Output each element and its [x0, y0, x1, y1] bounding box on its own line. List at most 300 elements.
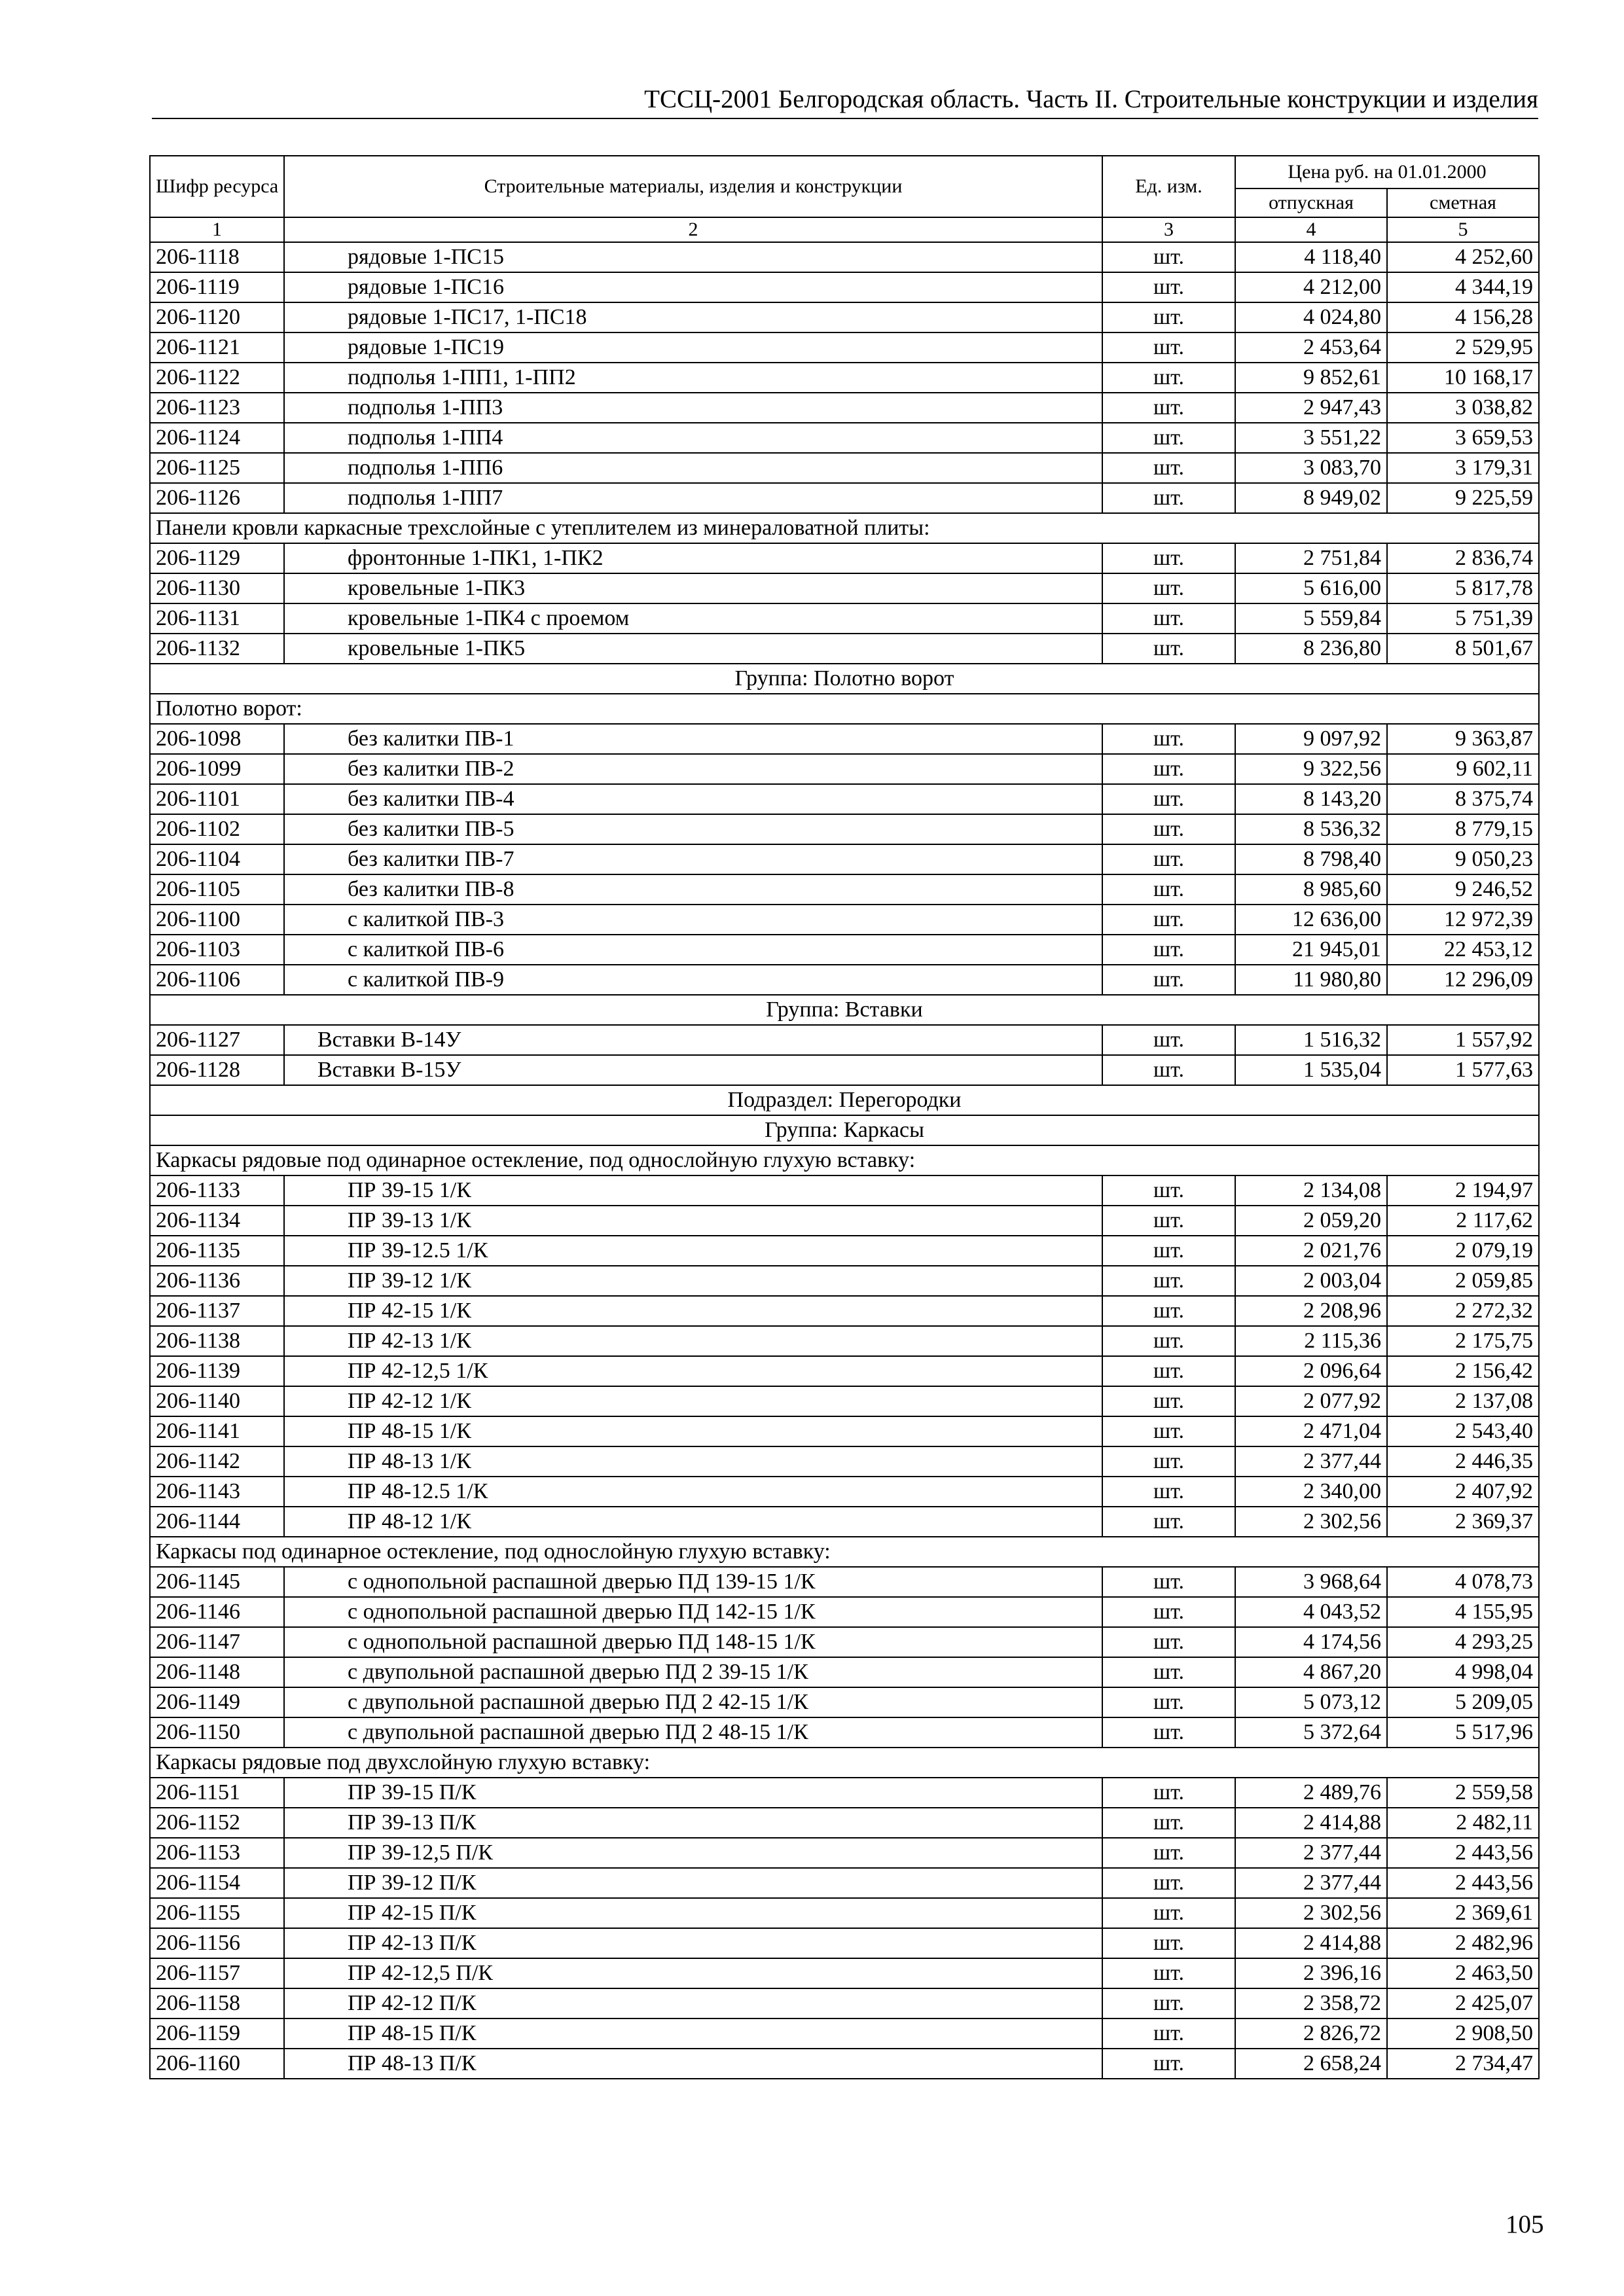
unit-cell: шт. [1102, 363, 1235, 393]
resource-code-cell: 206-1133 [150, 1175, 284, 1206]
material-name-cell: фронтонные 1-ПК1, 1-ПК2 [284, 543, 1102, 573]
unit-cell: шт. [1102, 965, 1235, 995]
resource-code-cell: 206-1151 [150, 1778, 284, 1808]
unit-cell: шт. [1102, 1236, 1235, 1266]
table-row [150, 1778, 1539, 1808]
resource-code-cell: 206-1155 [150, 1898, 284, 1928]
col-header-release-price: отпускная [1235, 188, 1387, 217]
material-name-cell: с однопольной распашной дверью ПД 142-15 1/К [284, 1597, 1102, 1627]
unit-cell: шт. [1102, 242, 1235, 272]
material-name-cell: подполья 1-ПП6 [284, 453, 1102, 483]
col-number: 5 [1387, 217, 1539, 242]
unit-cell: шт. [1102, 1988, 1235, 2018]
group-heading-row [150, 664, 1539, 694]
material-name-cell: с однопольной распашной дверью ПД 148-15 1/К [284, 1627, 1102, 1657]
table-row [150, 1296, 1539, 1326]
release-price-cell: 4 118,40 [1235, 242, 1387, 272]
section-title: Подраздел: Перегородки [150, 1085, 1539, 1115]
resource-code-cell: 206-1159 [150, 2018, 284, 2049]
unit-cell: шт. [1102, 634, 1235, 664]
release-price-cell: 2 077,92 [1235, 1386, 1387, 1416]
group-heading-row [150, 995, 1539, 1025]
resource-code-cell: 206-1127 [150, 1025, 284, 1055]
release-price-cell: 5 616,00 [1235, 573, 1387, 603]
unit-cell: шт. [1102, 784, 1235, 814]
resource-code-cell: 206-1106 [150, 965, 284, 995]
resource-code-cell: 206-1136 [150, 1266, 284, 1296]
table-row [150, 1507, 1539, 1537]
resource-code-cell: 206-1156 [150, 1928, 284, 1958]
release-price-cell: 2 489,76 [1235, 1778, 1387, 1808]
material-name-cell: ПР 48-13 1/К [284, 1446, 1102, 1477]
table-row [150, 1988, 1539, 2018]
table-row [150, 634, 1539, 664]
estimate-price-cell: 10 168,17 [1387, 363, 1539, 393]
table-row [150, 1808, 1539, 1838]
unit-cell: шт. [1102, 1687, 1235, 1717]
material-name-cell: подполья 1-ПП1, 1-ПП2 [284, 363, 1102, 393]
release-price-cell: 4 212,00 [1235, 272, 1387, 302]
resource-code-cell: 206-1132 [150, 634, 284, 664]
resource-code-cell: 206-1157 [150, 1958, 284, 1988]
material-name-cell: ПР 48-15 1/К [284, 1416, 1102, 1446]
release-price-cell: 8 536,32 [1235, 814, 1387, 844]
resource-code-cell: 206-1125 [150, 453, 284, 483]
table-row [150, 905, 1539, 935]
unit-cell: шт. [1102, 2049, 1235, 2079]
unit-cell: шт. [1102, 724, 1235, 754]
material-name-cell: ПР 39-15 1/К [284, 1175, 1102, 1206]
release-price-cell: 12 636,00 [1235, 905, 1387, 935]
estimate-price-cell: 2 272,32 [1387, 1296, 1539, 1326]
release-price-cell: 2 377,44 [1235, 1868, 1387, 1898]
resource-code-cell: 206-1104 [150, 844, 284, 874]
estimate-price-cell: 8 375,74 [1387, 784, 1539, 814]
col-number-row [150, 217, 1539, 242]
material-name-cell: ПР 42-12 1/К [284, 1386, 1102, 1416]
table-row [150, 1898, 1539, 1928]
resource-code-cell: 206-1124 [150, 423, 284, 453]
price-table [149, 155, 1540, 2079]
material-name-cell: без калитки ПВ-1 [284, 724, 1102, 754]
table-row [150, 784, 1539, 814]
table-row [150, 1266, 1539, 1296]
release-price-cell: 21 945,01 [1235, 935, 1387, 965]
table-row [150, 1477, 1539, 1507]
unit-cell: шт. [1102, 1266, 1235, 1296]
material-name-cell: ПР 48-12.5 1/К [284, 1477, 1102, 1507]
col-header-estimate-price: сметная [1387, 188, 1539, 217]
release-price-cell: 1 535,04 [1235, 1055, 1387, 1085]
release-price-cell: 2 096,64 [1235, 1356, 1387, 1386]
material-name-cell: ПР 39-13 1/К [284, 1206, 1102, 1236]
table-row [150, 1928, 1539, 1958]
release-price-cell: 4 174,56 [1235, 1627, 1387, 1657]
table-row [150, 1386, 1539, 1416]
unit-cell: шт. [1102, 1627, 1235, 1657]
resource-code-cell: 206-1129 [150, 543, 284, 573]
unit-cell: шт. [1102, 1477, 1235, 1507]
estimate-price-cell: 2 156,42 [1387, 1356, 1539, 1386]
estimate-price-cell: 3 038,82 [1387, 393, 1539, 423]
resource-code-cell: 206-1121 [150, 332, 284, 363]
release-price-cell: 3 083,70 [1235, 453, 1387, 483]
resource-code-cell: 206-1140 [150, 1386, 284, 1416]
unit-cell: шт. [1102, 423, 1235, 453]
material-name-cell: с двупольной распашной дверью ПД 2 42-15 1/К [284, 1687, 1102, 1717]
unit-cell: шт. [1102, 1055, 1235, 1085]
release-price-cell: 2 377,44 [1235, 1838, 1387, 1868]
subgroup-title: Каркасы рядовые под двухслойную глухую вставку: [150, 1748, 1539, 1778]
table-row [150, 1567, 1539, 1597]
material-name-cell: ПР 39-15 П/К [284, 1778, 1102, 1808]
resource-code-cell: 206-1131 [150, 603, 284, 634]
estimate-price-cell: 5 517,96 [1387, 1717, 1539, 1748]
unit-cell: шт. [1102, 1597, 1235, 1627]
material-name-cell: ПР 42-15 1/К [284, 1296, 1102, 1326]
release-price-cell: 3 968,64 [1235, 1567, 1387, 1597]
estimate-price-cell: 9 225,59 [1387, 483, 1539, 513]
material-name-cell: ПР 39-12.5 1/К [284, 1236, 1102, 1266]
resource-code-cell: 206-1103 [150, 935, 284, 965]
release-price-cell: 2 115,36 [1235, 1326, 1387, 1356]
estimate-price-cell: 4 293,25 [1387, 1627, 1539, 1657]
table-row [150, 1657, 1539, 1687]
release-price-cell: 2 751,84 [1235, 543, 1387, 573]
resource-code-cell: 206-1148 [150, 1657, 284, 1687]
resource-code-cell: 206-1143 [150, 1477, 284, 1507]
unit-cell: шт. [1102, 1446, 1235, 1477]
unit-cell: шт. [1102, 1206, 1235, 1236]
material-name-cell: ПР 42-12 П/К [284, 1988, 1102, 2018]
col-number: 2 [284, 217, 1102, 242]
unit-cell: шт. [1102, 1356, 1235, 1386]
table-row [150, 1627, 1539, 1657]
estimate-price-cell: 4 155,95 [1387, 1597, 1539, 1627]
unit-cell: шт. [1102, 1657, 1235, 1687]
unit-cell: шт. [1102, 393, 1235, 423]
material-name-cell: рядовые 1-ПС16 [284, 272, 1102, 302]
estimate-price-cell: 2 369,37 [1387, 1507, 1539, 1537]
unit-cell: шт. [1102, 2018, 1235, 2049]
estimate-price-cell: 2 559,58 [1387, 1778, 1539, 1808]
material-name-cell: ПР 39-12,5 П/К [284, 1838, 1102, 1868]
unit-cell: шт. [1102, 754, 1235, 784]
material-name-cell: Вставки В-15У [284, 1055, 1102, 1085]
page-number: 105 [1506, 2210, 1544, 2238]
estimate-price-cell: 4 252,60 [1387, 242, 1539, 272]
subgroup-row [150, 1537, 1539, 1567]
unit-cell: шт. [1102, 272, 1235, 302]
material-name-cell: ПР 42-12,5 1/К [284, 1356, 1102, 1386]
estimate-price-cell: 3 659,53 [1387, 423, 1539, 453]
resource-code-cell: 206-1142 [150, 1446, 284, 1477]
resource-code-cell: 206-1146 [150, 1597, 284, 1627]
table-row [150, 724, 1539, 754]
col-header-unit: Ед. изм. [1102, 156, 1235, 217]
unit-cell: шт. [1102, 1778, 1235, 1808]
table-row [150, 603, 1539, 634]
unit-cell: шт. [1102, 543, 1235, 573]
material-name-cell: с однопольной распашной дверью ПД 139-15 1/К [284, 1567, 1102, 1597]
table-row [150, 2049, 1539, 2079]
unit-cell: шт. [1102, 844, 1235, 874]
material-name-cell: рядовые 1-ПС15 [284, 242, 1102, 272]
unit-cell: шт. [1102, 814, 1235, 844]
unit-cell: шт. [1102, 1958, 1235, 1988]
material-name-cell: без калитки ПВ-4 [284, 784, 1102, 814]
resource-code-cell: 206-1152 [150, 1808, 284, 1838]
resource-code-cell: 206-1099 [150, 754, 284, 784]
material-name-cell: ПР 39-13 П/К [284, 1808, 1102, 1838]
release-price-cell: 8 949,02 [1235, 483, 1387, 513]
unit-cell: шт. [1102, 573, 1235, 603]
estimate-price-cell: 9 050,23 [1387, 844, 1539, 874]
group-heading-row [150, 1115, 1539, 1145]
resource-code-cell: 206-1141 [150, 1416, 284, 1446]
release-price-cell: 2 471,04 [1235, 1416, 1387, 1446]
estimate-price-cell: 9 246,52 [1387, 874, 1539, 905]
unit-cell: шт. [1102, 1326, 1235, 1356]
material-name-cell: без калитки ПВ-7 [284, 844, 1102, 874]
resource-code-cell: 206-1139 [150, 1356, 284, 1386]
release-price-cell: 8 236,80 [1235, 634, 1387, 664]
estimate-price-cell: 2 734,47 [1387, 2049, 1539, 2079]
material-name-cell: с калиткой ПВ-9 [284, 965, 1102, 995]
unit-cell: шт. [1102, 302, 1235, 332]
table-row [150, 754, 1539, 784]
table-row [150, 1838, 1539, 1868]
unit-cell: шт. [1102, 1567, 1235, 1597]
material-name-cell: подполья 1-ПП4 [284, 423, 1102, 453]
col-header-code: Шифр ресурса [150, 156, 284, 217]
table-row [150, 1356, 1539, 1386]
resource-code-cell: 206-1154 [150, 1868, 284, 1898]
material-name-cell: без калитки ПВ-5 [284, 814, 1102, 844]
resource-code-cell: 206-1098 [150, 724, 284, 754]
resource-code-cell: 206-1149 [150, 1687, 284, 1717]
resource-code-cell: 206-1100 [150, 905, 284, 935]
estimate-price-cell: 22 453,12 [1387, 935, 1539, 965]
release-price-cell: 2 658,24 [1235, 2049, 1387, 2079]
estimate-price-cell: 2 443,56 [1387, 1868, 1539, 1898]
subgroup-row [150, 513, 1539, 543]
estimate-price-cell: 2 117,62 [1387, 1206, 1539, 1236]
release-price-cell: 2 021,76 [1235, 1236, 1387, 1266]
table-row [150, 1236, 1539, 1266]
unit-cell: шт. [1102, 453, 1235, 483]
resource-code-cell: 206-1105 [150, 874, 284, 905]
resource-code-cell: 206-1126 [150, 483, 284, 513]
resource-code-cell: 206-1130 [150, 573, 284, 603]
estimate-price-cell: 8 501,67 [1387, 634, 1539, 664]
unit-cell: шт. [1102, 1808, 1235, 1838]
resource-code-cell: 206-1137 [150, 1296, 284, 1326]
unit-cell: шт. [1102, 1717, 1235, 1748]
table-row [150, 543, 1539, 573]
table-row [150, 2018, 1539, 2049]
col-header-price-group: Цена руб. на 01.01.2000 [1235, 156, 1539, 188]
resource-code-cell: 206-1160 [150, 2049, 284, 2079]
estimate-price-cell: 1 577,63 [1387, 1055, 1539, 1085]
estimate-price-cell: 2 059,85 [1387, 1266, 1539, 1296]
release-price-cell: 9 852,61 [1235, 363, 1387, 393]
release-price-cell: 2 377,44 [1235, 1446, 1387, 1477]
unit-cell: шт. [1102, 483, 1235, 513]
table-row [150, 302, 1539, 332]
release-price-cell: 1 516,32 [1235, 1025, 1387, 1055]
release-price-cell: 3 551,22 [1235, 423, 1387, 453]
table-row [150, 1597, 1539, 1627]
group-title: Группа: Полотно ворот [150, 664, 1539, 694]
release-price-cell: 2 947,43 [1235, 393, 1387, 423]
estimate-price-cell: 4 156,28 [1387, 302, 1539, 332]
table-row [150, 935, 1539, 965]
table-row [150, 242, 1539, 272]
subgroup-title: Полотно ворот: [150, 694, 1539, 724]
material-name-cell: без калитки ПВ-2 [284, 754, 1102, 784]
material-name-cell: без калитки ПВ-8 [284, 874, 1102, 905]
estimate-price-cell: 2 463,50 [1387, 1958, 1539, 1988]
estimate-price-cell: 9 363,87 [1387, 724, 1539, 754]
table-row [150, 423, 1539, 453]
subgroup-row [150, 1748, 1539, 1778]
table-row [150, 1055, 1539, 1085]
release-price-cell: 2 414,88 [1235, 1808, 1387, 1838]
table-row [150, 483, 1539, 513]
release-price-cell: 8 143,20 [1235, 784, 1387, 814]
release-price-cell: 8 985,60 [1235, 874, 1387, 905]
subgroup-title: Каркасы рядовые под одинарное остекление, под однослойную глухую вставку: [150, 1145, 1539, 1175]
col-number: 3 [1102, 217, 1235, 242]
table-row [150, 453, 1539, 483]
material-name-cell: ПР 39-12 П/К [284, 1868, 1102, 1898]
subgroup-title: Панели кровли каркасные трехслойные с утеплителем из минераловатной плиты: [150, 513, 1539, 543]
resource-code-cell: 206-1145 [150, 1567, 284, 1597]
material-name-cell: Вставки В-14У [284, 1025, 1102, 1055]
unit-cell: шт. [1102, 1296, 1235, 1326]
resource-code-cell: 206-1147 [150, 1627, 284, 1657]
table-header [150, 156, 1539, 242]
release-price-cell: 5 559,84 [1235, 603, 1387, 634]
material-name-cell: с двупольной распашной дверью ПД 2 39-15 1/К [284, 1657, 1102, 1687]
release-price-cell: 2 396,16 [1235, 1958, 1387, 1988]
unit-cell: шт. [1102, 1868, 1235, 1898]
release-price-cell: 4 043,52 [1235, 1597, 1387, 1627]
release-price-cell: 4 867,20 [1235, 1657, 1387, 1687]
resource-code-cell: 206-1150 [150, 1717, 284, 1748]
estimate-price-cell: 2 194,97 [1387, 1175, 1539, 1206]
resource-code-cell: 206-1144 [150, 1507, 284, 1537]
release-price-cell: 2 208,96 [1235, 1296, 1387, 1326]
material-name-cell: ПР 48-13 П/К [284, 2049, 1102, 2079]
table-row [150, 1868, 1539, 1898]
estimate-price-cell: 12 296,09 [1387, 965, 1539, 995]
resource-code-cell: 206-1138 [150, 1326, 284, 1356]
release-price-cell: 8 798,40 [1235, 844, 1387, 874]
material-name-cell: кровельные 1-ПК4 с проемом [284, 603, 1102, 634]
unit-cell: шт. [1102, 874, 1235, 905]
release-price-cell: 5 073,12 [1235, 1687, 1387, 1717]
estimate-price-cell: 5 751,39 [1387, 603, 1539, 634]
material-name-cell: с калиткой ПВ-3 [284, 905, 1102, 935]
estimate-price-cell: 4 078,73 [1387, 1567, 1539, 1597]
release-price-cell: 2 358,72 [1235, 1988, 1387, 2018]
material-name-cell: кровельные 1-ПК5 [284, 634, 1102, 664]
release-price-cell: 2 059,20 [1235, 1206, 1387, 1236]
release-price-cell: 2 453,64 [1235, 332, 1387, 363]
unit-cell: шт. [1102, 332, 1235, 363]
table-row [150, 1687, 1539, 1717]
material-name-cell: ПР 48-12 1/К [284, 1507, 1102, 1537]
resource-code-cell: 206-1135 [150, 1236, 284, 1266]
estimate-price-cell: 1 557,92 [1387, 1025, 1539, 1055]
material-name-cell: ПР 42-13 П/К [284, 1928, 1102, 1958]
unit-cell: шт. [1102, 603, 1235, 634]
estimate-price-cell: 9 602,11 [1387, 754, 1539, 784]
subgroup-row [150, 694, 1539, 724]
unit-cell: шт. [1102, 1386, 1235, 1416]
group-title: Группа: Вставки [150, 995, 1539, 1025]
estimate-price-cell: 2 836,74 [1387, 543, 1539, 573]
estimate-price-cell: 2 369,61 [1387, 1898, 1539, 1928]
col-header-name: Строительные материалы, изделия и конструкции [284, 156, 1102, 217]
material-name-cell: кровельные 1-ПК3 [284, 573, 1102, 603]
resource-code-cell: 206-1153 [150, 1838, 284, 1868]
header-rule [152, 118, 1538, 119]
resource-code-cell: 206-1128 [150, 1055, 284, 1085]
unit-cell: шт. [1102, 905, 1235, 935]
section-heading-row [150, 1085, 1539, 1115]
resource-code-cell: 206-1122 [150, 363, 284, 393]
unit-cell: шт. [1102, 935, 1235, 965]
release-price-cell: 2 003,04 [1235, 1266, 1387, 1296]
estimate-price-cell: 2 482,96 [1387, 1928, 1539, 1958]
unit-cell: шт. [1102, 1838, 1235, 1868]
estimate-price-cell: 2 425,07 [1387, 1988, 1539, 2018]
material-name-cell: ПР 48-15 П/К [284, 2018, 1102, 2049]
resource-code-cell: 206-1134 [150, 1206, 284, 1236]
col-number: 4 [1235, 217, 1387, 242]
table-row [150, 965, 1539, 995]
estimate-price-cell: 5 209,05 [1387, 1687, 1539, 1717]
estimate-price-cell: 4 344,19 [1387, 272, 1539, 302]
table-row [150, 1717, 1539, 1748]
material-name-cell: подполья 1-ПП3 [284, 393, 1102, 423]
material-name-cell: ПР 39-12 1/К [284, 1266, 1102, 1296]
resource-code-cell: 206-1123 [150, 393, 284, 423]
group-title: Группа: Каркасы [150, 1115, 1539, 1145]
table-row [150, 844, 1539, 874]
estimate-price-cell: 2 407,92 [1387, 1477, 1539, 1507]
estimate-price-cell: 12 972,39 [1387, 905, 1539, 935]
table-row [150, 393, 1539, 423]
release-price-cell: 9 322,56 [1235, 754, 1387, 784]
table-row [150, 1206, 1539, 1236]
material-name-cell: ПР 42-15 П/К [284, 1898, 1102, 1928]
release-price-cell: 2 414,88 [1235, 1928, 1387, 1958]
resource-code-cell: 206-1119 [150, 272, 284, 302]
material-name-cell: рядовые 1-ПС19 [284, 332, 1102, 363]
table-row [150, 272, 1539, 302]
running-header: ТССЦ-2001 Белгородская область. Часть II. Строительные конструкции и изделия [644, 85, 1538, 113]
release-price-cell: 4 024,80 [1235, 302, 1387, 332]
estimate-price-cell: 2 482,11 [1387, 1808, 1539, 1838]
estimate-price-cell: 4 998,04 [1387, 1657, 1539, 1687]
estimate-price-cell: 8 779,15 [1387, 814, 1539, 844]
table-body [150, 242, 1539, 2079]
table-row [150, 1958, 1539, 1988]
